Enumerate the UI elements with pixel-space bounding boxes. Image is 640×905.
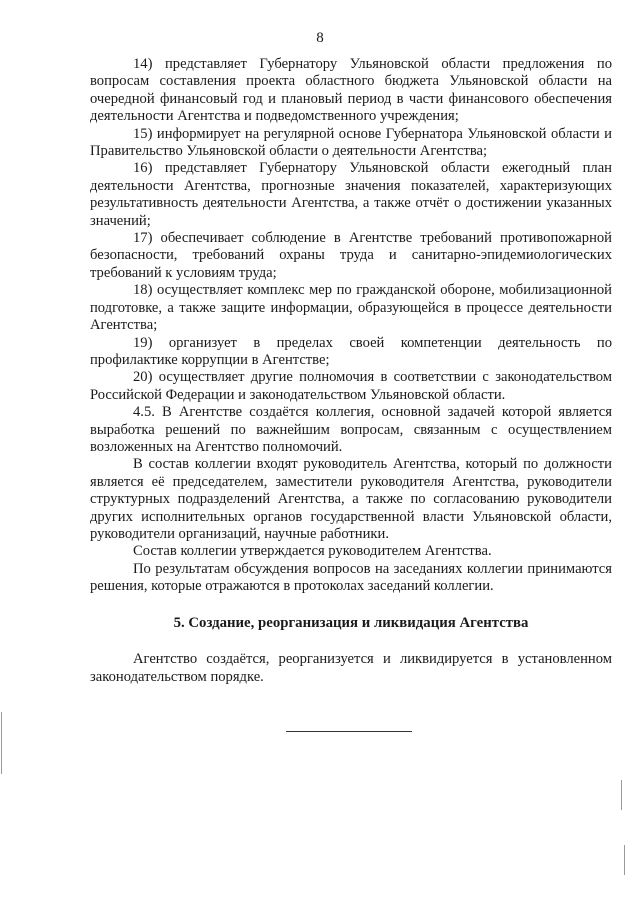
document-body bbox=[90, 56, 612, 686]
page-number: 8 bbox=[316, 30, 324, 46]
closing-divider-line bbox=[286, 731, 412, 732]
scan-edge-mark bbox=[621, 780, 622, 810]
closing-paragraph: Агентство создаётся, реорганизуется и ликвидируется в установленном законодательством порядке. bbox=[90, 650, 612, 685]
paragraph-item-16: 16) представляет Губернатору Ульяновской области ежегодный план деятельности Агентства, прогнозные значения показателей, характеризующих результативность деятельности Агентства, а также отчёт о достижении указанных значений; bbox=[90, 160, 612, 229]
paragraph-item-19: 19) организует в пределах своей компетенции деятельность по профилактике коррупции в Агентстве; bbox=[90, 334, 612, 368]
paragraph-clause-4-5: 4.5. В Агентстве создаётся коллегия, основной задачей которой является выработка решений по важнейшим вопросам, связанным с осуществлением возложенных на Агентство полномочий. bbox=[90, 404, 612, 455]
paragraph-item-15: 15) информирует на регулярной основе Губернатора Ульяновской области и Правительство Ульяновской области о деятельности Агентства; bbox=[90, 125, 612, 160]
section-title: 5. Создание, реорганизация и ликвидация Агентства bbox=[173, 614, 529, 631]
paragraph-collegium-composition: В состав коллегии входят руководитель Агентства, который по должности является её председателем, заместители руководителя Агентства, руководители структурных подразделений Агентства, а также по согласованию руководители других исполнительных органов государственной власти Ульяновской области, руководители организаций, научные работники. bbox=[90, 456, 612, 542]
scan-edge-mark bbox=[624, 845, 625, 875]
scan-edge-mark bbox=[1, 712, 2, 774]
paragraph-item-14: 14) представляет Губернатору Ульяновской области предложения по вопросам составления проекта областного бюджета Ульяновской области на очередной финансовый год и плановый период в части финансового обеспечения деятельности Агентства и подведомственного учреждения; bbox=[90, 56, 612, 125]
paragraph-collegium-approval: Состав коллегии утверждается руководителем Агентства. bbox=[133, 543, 492, 560]
paragraph-item-17: 17) обеспечивает соблюдение в Агентстве требований противопожарной безопасности, требований охраны труда и санитарно-эпидемиологических требований к условиям труда; bbox=[90, 230, 612, 281]
paragraph-item-20: 20) осуществляет другие полномочия в соответствии с законодательством Российской Федерации и законодательством Ульяновской области. bbox=[90, 369, 612, 403]
paragraph-collegium-decisions: По результатам обсуждения вопросов на заседаниях коллегии принимаются решения, которые отражаются в протоколах заседаний коллегии. bbox=[90, 560, 612, 595]
paragraph-item-18: 18) осуществляет комплекс мер по гражданской обороне, мобилизационной подготовке, а также защите информации, образующейся в процессе деятельности Агентства; bbox=[90, 282, 612, 334]
